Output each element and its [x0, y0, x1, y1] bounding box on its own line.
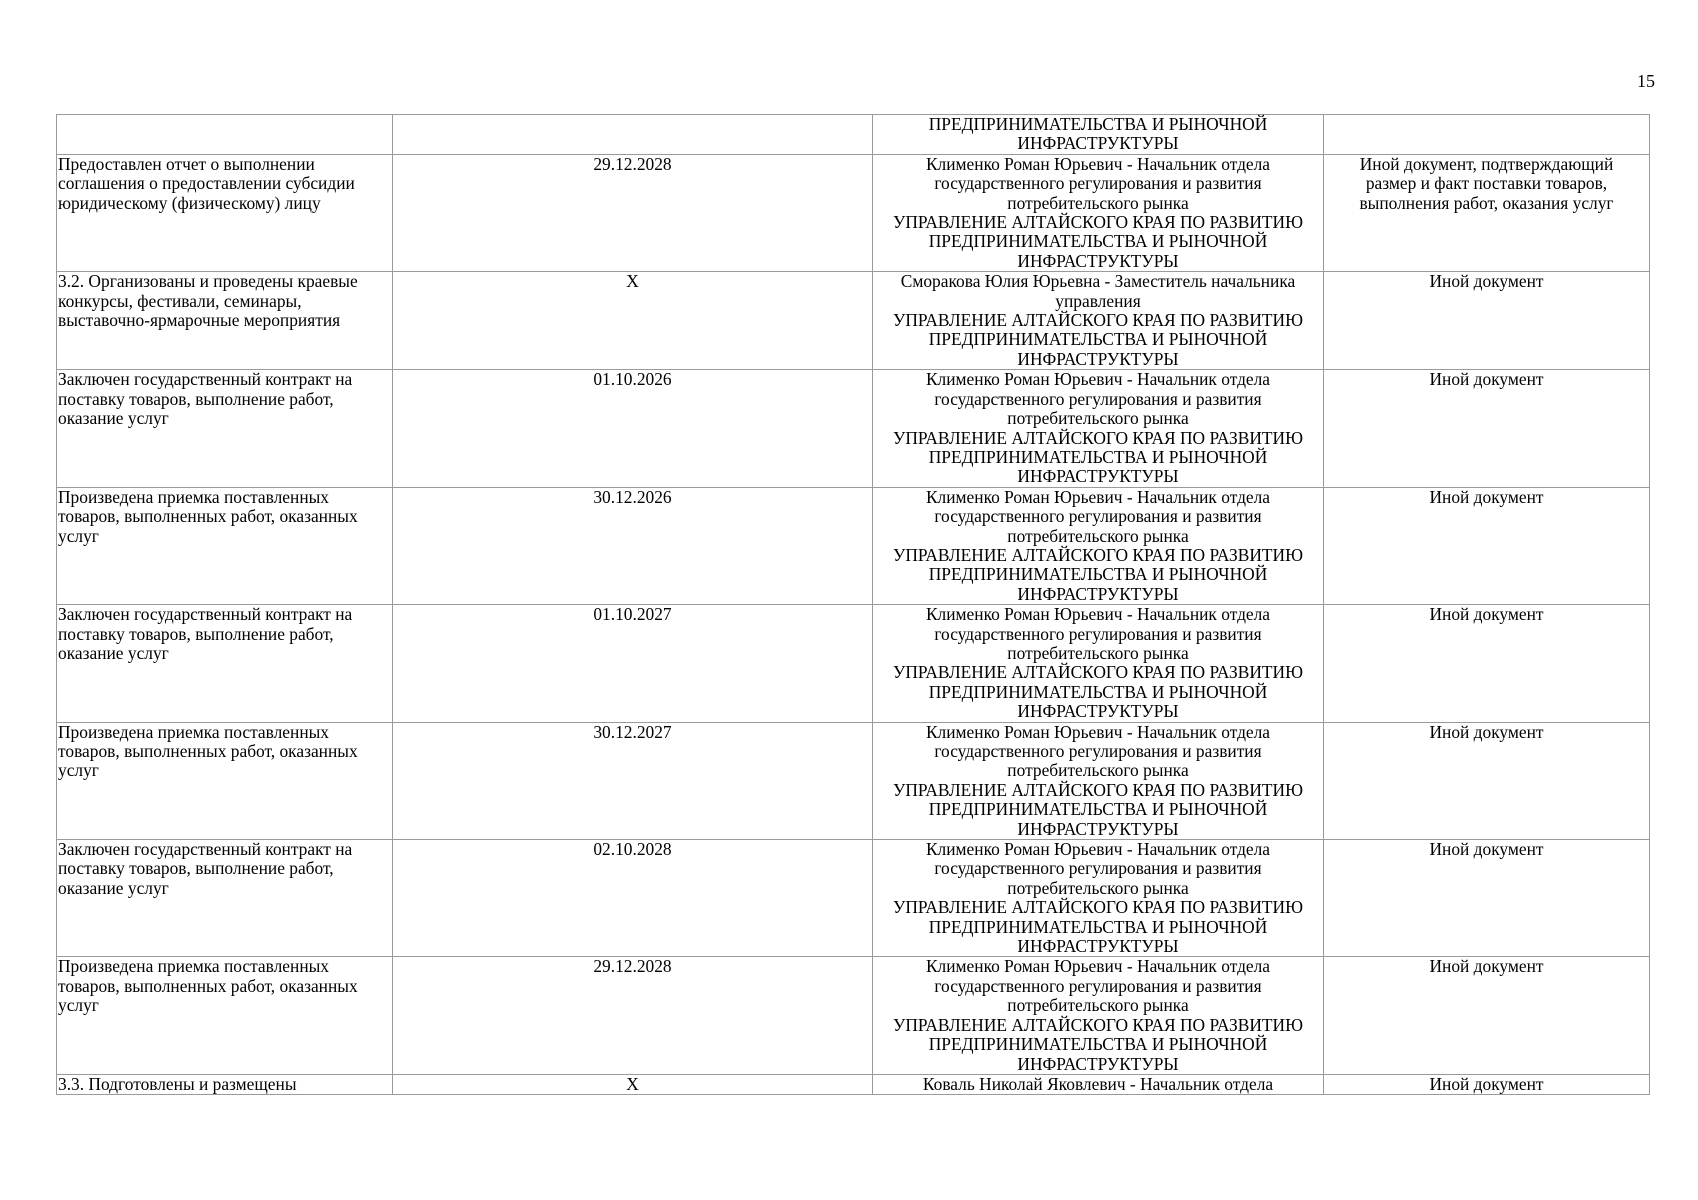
table-body	[57, 115, 1650, 1095]
event-cell	[57, 487, 393, 604]
responsible-cell-line: государственного регулирования и развития	[934, 388, 1262, 409]
document-cell-line: выполнения работ, оказания услуг	[1359, 192, 1614, 213]
table-row	[57, 957, 1650, 1074]
responsible-cell-line: УПРАВЛЕНИЕ АЛТАЙСКОГО КРАЯ ПО РАЗВИТИЮ	[893, 1014, 1303, 1035]
document-cell	[1324, 487, 1650, 604]
event-cell-line: юридическому (физическому) лицу	[58, 192, 321, 213]
responsible-cell	[873, 272, 1324, 370]
responsible-cell-line: ИНФРАСТРУКТУРЫ	[1017, 348, 1179, 369]
responsible-cell-line: потребительского рынка	[1007, 877, 1189, 898]
date-cell-value: 29.12.2028	[593, 956, 672, 977]
responsible-cell	[873, 1074, 1324, 1094]
document-cell	[1324, 1074, 1650, 1094]
date-cell	[393, 115, 873, 155]
date-cell-value: Х	[626, 1073, 639, 1094]
table-row	[57, 370, 1650, 487]
plan-table	[56, 114, 1650, 1095]
responsible-cell-line: государственного регулирования и развития	[934, 975, 1262, 996]
document-cell-line: Иной документ	[1429, 271, 1544, 292]
responsible-cell-line: УПРАВЛЕНИЕ АЛТАЙСКОГО КРАЯ ПО РАЗВИТИЮ	[893, 544, 1303, 565]
responsible-cell-line: УПРАВЛЕНИЕ АЛТАЙСКОГО КРАЯ ПО РАЗВИТИЮ	[893, 310, 1303, 331]
table-row	[57, 722, 1650, 839]
responsible-cell-line: ПРЕДПРИНИМАТЕЛЬСТВА И РЫНОЧНОЙ	[928, 799, 1268, 820]
responsible-cell-line: Клименко Роман Юрьевич - Начальник отдела	[925, 721, 1271, 742]
responsible-cell	[873, 154, 1324, 271]
responsible-cell-line: государственного регулирования и развития	[934, 173, 1262, 194]
responsible-cell-line: ПРЕДПРИНИМАТЕЛЬСТВА И РЫНОЧНОЙ	[928, 329, 1268, 350]
event-cell-line: услуг	[58, 995, 99, 1016]
event-cell-line: Произведена приемка поставленных	[58, 956, 330, 977]
table-row	[57, 487, 1650, 604]
responsible-cell-line: ПРЕДПРИНИМАТЕЛЬСТВА И РЫНОЧНОЙ	[928, 564, 1268, 585]
event-cell-line: услуг	[58, 525, 99, 546]
responsible-cell-line: потребительского рынка	[1007, 760, 1189, 781]
responsible-cell-line: ИНФРАСТРУКТУРЫ	[1017, 250, 1179, 271]
date-cell-value: 30.12.2026	[593, 486, 672, 507]
responsible-cell-line: Сморакова Юлия Юрьевна - Заместитель начальника	[900, 271, 1296, 292]
document-cell-line: Иной документ	[1429, 604, 1544, 625]
responsible-cell-line: ИНФРАСТРУКТУРЫ	[1017, 701, 1179, 722]
responsible-cell-line: государственного регулирования и развития	[934, 506, 1262, 527]
event-cell-line: 3.3. Подготовлены и размещены	[58, 1073, 297, 1094]
responsible-cell-line: ПРЕДПРИНИМАТЕЛЬСТВА И РЫНОЧНОЙ	[928, 114, 1268, 134]
responsible-cell-line: Клименко Роман Юрьевич - Начальник отдела	[925, 839, 1271, 860]
responsible-cell-line: УПРАВЛЕНИЕ АЛТАЙСКОГО КРАЯ ПО РАЗВИТИЮ	[893, 427, 1303, 448]
document-cell-line: Иной документ	[1429, 956, 1544, 977]
date-cell-value: 30.12.2027	[593, 721, 672, 742]
document-cell-line: Иной документ	[1429, 369, 1544, 390]
responsible-cell-line: ПРЕДПРИНИМАТЕЛЬСТВА И РЫНОЧНОЙ	[928, 916, 1268, 937]
document-cell-line: Иной документ	[1429, 839, 1544, 860]
responsible-cell-line: Клименко Роман Юрьевич - Начальник отдела	[925, 604, 1271, 625]
event-cell-line: товаров, выполненных работ, оказанных	[58, 741, 358, 761]
responsible-cell-line: Клименко Роман Юрьевич - Начальник отдела	[925, 153, 1271, 174]
responsible-cell-line: УПРАВЛЕНИЕ АЛТАЙСКОГО КРАЯ ПО РАЗВИТИЮ	[893, 897, 1303, 918]
event-cell	[57, 605, 393, 722]
date-cell	[393, 1074, 873, 1094]
document-cell	[1324, 115, 1650, 155]
responsible-cell-line: государственного регулирования и развития	[934, 623, 1262, 644]
document-cell	[1324, 370, 1650, 487]
table-row	[57, 115, 1650, 155]
date-cell	[393, 154, 873, 271]
event-cell-line: товаров, выполненных работ, оказанных	[58, 975, 358, 996]
table-row	[57, 272, 1650, 370]
document-cell-line: Иной документ	[1429, 721, 1544, 742]
event-cell-line: Заключен государственный контракт на	[58, 604, 353, 625]
responsible-cell-line: Клименко Роман Юрьевич - Начальник отдела	[925, 956, 1271, 977]
event-cell-line: выставочно-ярмарочные мероприятия	[58, 310, 341, 331]
date-cell	[393, 957, 873, 1074]
date-cell	[393, 272, 873, 370]
table-row	[57, 605, 1650, 722]
responsible-cell-line: ПРЕДПРИНИМАТЕЛЬСТВА И РЫНОЧНОЙ	[928, 681, 1268, 702]
event-cell	[57, 154, 393, 271]
responsible-cell-line: ИНФРАСТРУКТУРЫ	[1017, 466, 1179, 487]
responsible-cell-line: государственного регулирования и развития	[934, 858, 1262, 879]
event-cell-line: оказание услуг	[58, 877, 169, 898]
event-cell-line: Предоставлен отчет о выполнении	[58, 153, 315, 174]
date-cell	[393, 840, 873, 957]
responsible-cell	[873, 370, 1324, 487]
date-cell-value: 29.12.2028	[593, 153, 672, 174]
table-row	[57, 1074, 1650, 1094]
responsible-cell-line: УПРАВЛЕНИЕ АЛТАЙСКОГО КРАЯ ПО РАЗВИТИЮ	[893, 212, 1303, 233]
event-cell-line: Заключен государственный контракт на	[58, 839, 353, 860]
responsible-cell-line: потребительского рынка	[1007, 408, 1189, 429]
responsible-cell-line: УПРАВЛЕНИЕ АЛТАЙСКОГО КРАЯ ПО РАЗВИТИЮ	[893, 779, 1303, 800]
event-cell	[57, 272, 393, 370]
document-cell-line: размер и факт поставки товаров,	[1365, 173, 1608, 194]
responsible-cell	[873, 957, 1324, 1074]
event-cell-line: поставку товаров, выполнение работ,	[58, 858, 334, 879]
date-cell	[393, 605, 873, 722]
event-cell	[57, 370, 393, 487]
event-cell	[57, 957, 393, 1074]
document-cell-line: Иной документ	[1429, 486, 1544, 507]
responsible-cell-line: государственного регулирования и развития	[934, 741, 1262, 761]
date-cell-value: 01.10.2027	[593, 604, 672, 625]
event-cell	[57, 840, 393, 957]
document-cell	[1324, 840, 1650, 957]
responsible-cell-line: потребительского рынка	[1007, 525, 1189, 546]
date-cell-value: 01.10.2026	[593, 369, 672, 390]
event-cell	[57, 1074, 393, 1094]
event-cell-line: оказание услуг	[58, 408, 169, 429]
event-cell-line: 3.2. Организованы и проведены краевые	[58, 271, 358, 292]
responsible-cell-line: ИНФРАСТРУКТУРЫ	[1017, 818, 1179, 839]
responsible-cell-line: Коваль Николай Яковлевич - Начальник отдела	[922, 1073, 1274, 1094]
date-cell-value: Х	[626, 271, 639, 292]
responsible-cell-line: потребительского рынка	[1007, 192, 1189, 213]
event-cell-line: товаров, выполненных работ, оказанных	[58, 506, 358, 527]
responsible-cell	[873, 605, 1324, 722]
table-row	[57, 154, 1650, 271]
document-cell-line: Иной документ	[1429, 1073, 1544, 1094]
event-cell-line: поставку товаров, выполнение работ,	[58, 623, 334, 644]
date-cell	[393, 370, 873, 487]
date-cell-value: 02.10.2028	[593, 839, 672, 860]
event-cell-line: Произведена приемка поставленных	[58, 721, 330, 742]
event-cell	[57, 722, 393, 839]
responsible-cell-line: УПРАВЛЕНИЕ АЛТАЙСКОГО КРАЯ ПО РАЗВИТИЮ	[893, 662, 1303, 683]
responsible-cell-line: Клименко Роман Юрьевич - Начальник отдела	[925, 486, 1271, 507]
responsible-cell-line: ИНФРАСТРУКТУРЫ	[1017, 583, 1179, 604]
responsible-cell-line: управления	[1055, 290, 1141, 311]
responsible-cell-line: потребительского рынка	[1007, 995, 1189, 1016]
document-cell	[1324, 154, 1650, 271]
document-cell-line: Иной документ, подтверждающий	[1359, 153, 1614, 174]
event-cell-line: услуг	[58, 760, 99, 781]
responsible-cell-line: ПРЕДПРИНИМАТЕЛЬСТВА И РЫНОЧНОЙ	[928, 446, 1268, 467]
event-cell	[57, 115, 393, 155]
responsible-cell-line: ИНФРАСТРУКТУРЫ	[1017, 936, 1179, 957]
date-cell	[393, 487, 873, 604]
responsible-cell-line: ИНФРАСТРУКТУРЫ	[1017, 133, 1179, 154]
event-cell-line: поставку товаров, выполнение работ,	[58, 388, 334, 409]
responsible-cell	[873, 840, 1324, 957]
document-cell	[1324, 957, 1650, 1074]
event-cell-line: Произведена приемка поставленных	[58, 486, 330, 507]
document-cell	[1324, 722, 1650, 839]
responsible-cell-line: ПРЕДПРИНИМАТЕЛЬСТВА И РЫНОЧНОЙ	[928, 231, 1268, 252]
event-cell-line: соглашения о предоставлении субсидии	[58, 173, 355, 194]
event-cell-line: Заключен государственный контракт на	[58, 369, 353, 390]
responsible-cell-line: Клименко Роман Юрьевич - Начальник отдела	[925, 369, 1271, 390]
document-cell	[1324, 605, 1650, 722]
table-row	[57, 840, 1650, 957]
responsible-cell	[873, 115, 1324, 155]
responsible-cell	[873, 487, 1324, 604]
responsible-cell	[873, 722, 1324, 839]
document-cell	[1324, 272, 1650, 370]
event-cell-line: конкурсы, фестивали, семинары,	[58, 290, 302, 311]
event-cell-line: оказание услуг	[58, 642, 169, 663]
responsible-cell-line: ПРЕДПРИНИМАТЕЛЬСТВА И РЫНОЧНОЙ	[928, 1034, 1268, 1055]
responsible-cell-line: ИНФРАСТРУКТУРЫ	[1017, 1053, 1179, 1074]
responsible-cell-line: потребительского рынка	[1007, 642, 1189, 663]
page-number: 15	[1637, 71, 1655, 91]
date-cell	[393, 722, 873, 839]
